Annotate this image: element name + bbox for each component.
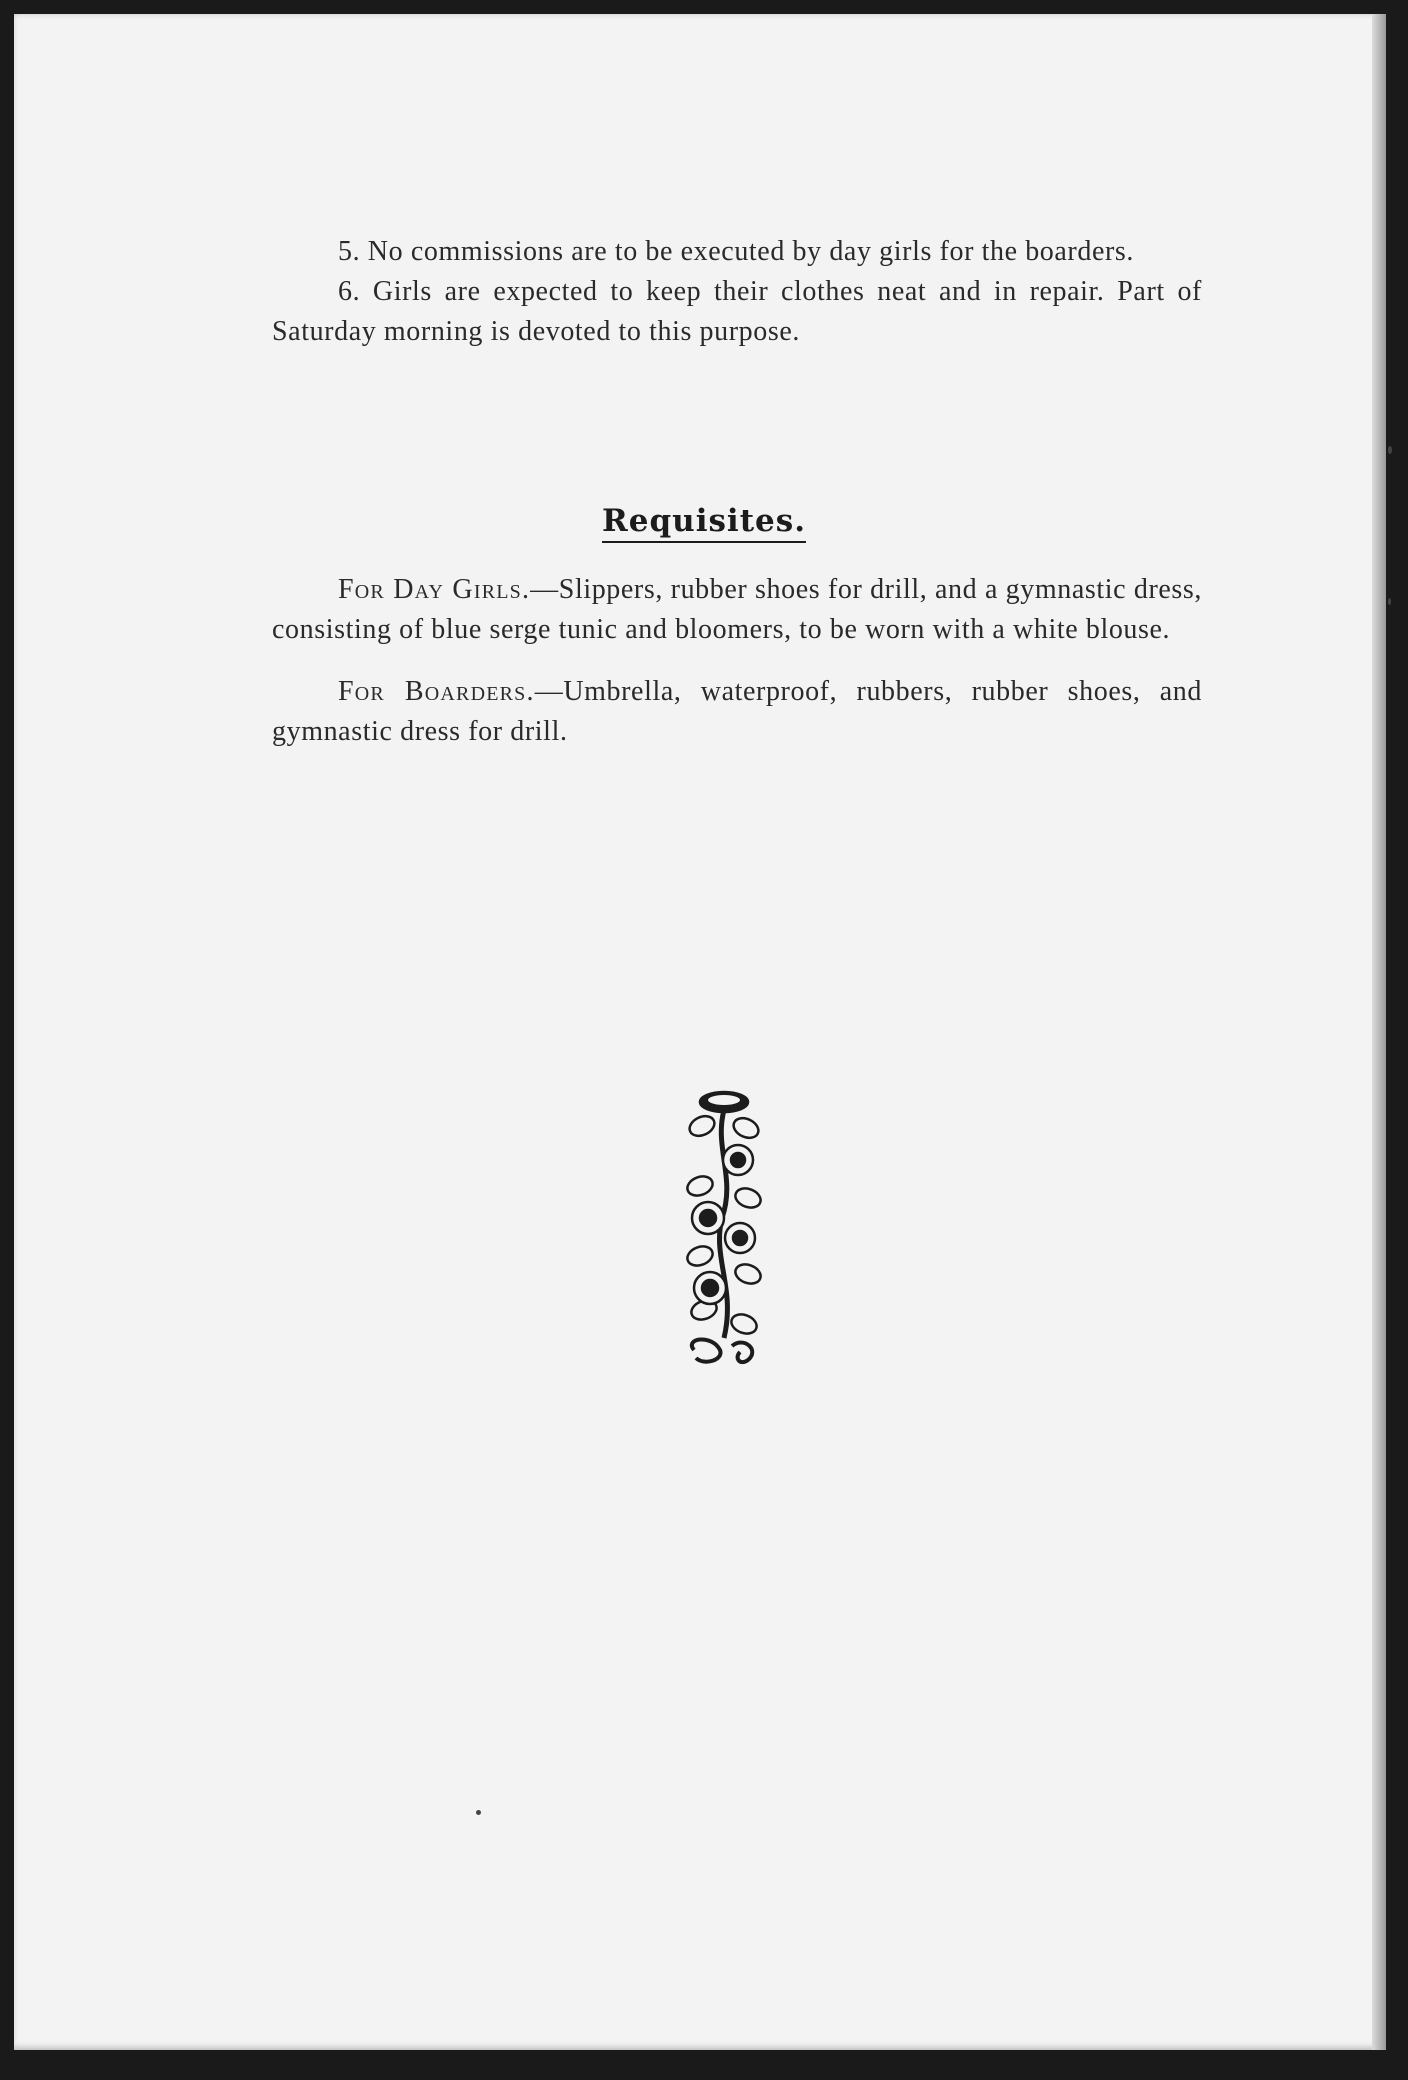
- page-edge: [1372, 14, 1386, 2050]
- requisite-day-girls-text: —Slippers, rubber shoes for drill, and a gymnastic dress, consisting of blue serge tunic and bloomers, to be worn with a white blouse.: [272, 574, 1202, 645]
- requisite-boarders-label: For Boarders.: [338, 676, 535, 707]
- rose-vine-ornament-icon: [684, 1088, 764, 1368]
- requisite-day-girls: [272, 570, 1202, 650]
- rule-6: 6. Girls are expected to keep their clothes neat and in repair. Part of Saturday morning is devoted to this purpose.: [272, 276, 1202, 347]
- requisites-section: [272, 570, 1202, 752]
- scan-speck: [1388, 598, 1391, 605]
- rules-section: [272, 232, 1202, 352]
- scan-speck: [1388, 446, 1392, 454]
- scan-speck: [476, 1810, 481, 1815]
- requisite-day-girls-label: For Day Girls.: [338, 574, 531, 605]
- requisite-boarders: [272, 672, 1202, 752]
- requisite-boarders-text: —Umbrella, waterproof, rubbers, rubber shoes, and gymnastic dress for drill.: [272, 676, 1203, 747]
- rule-5: 5. No commissions are to be executed by day girls for the boarders.: [338, 236, 1134, 267]
- requisites-heading-text: Requisites.: [602, 503, 806, 543]
- requisites-heading: [0, 503, 1408, 539]
